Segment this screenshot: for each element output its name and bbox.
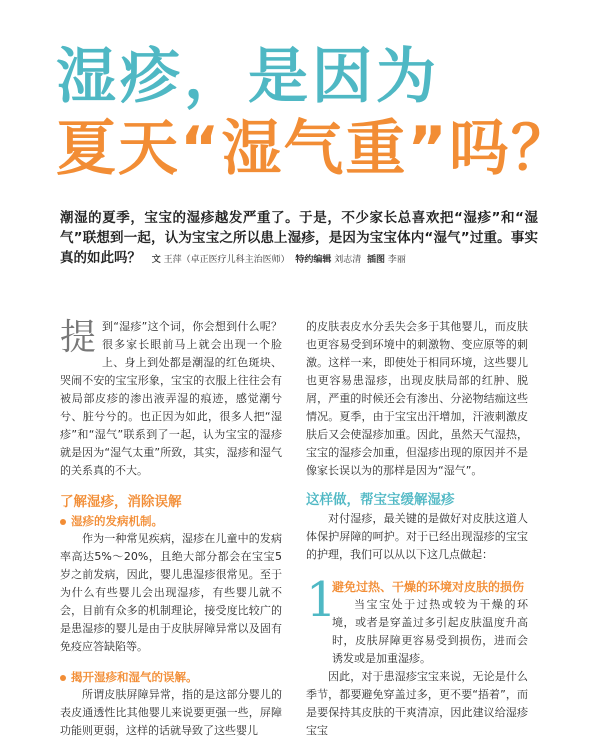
byline-illustrator: 李丽 (387, 255, 406, 265)
left-para-1 (60, 318, 282, 480)
bullet-icon (60, 675, 66, 681)
bullet-icon (60, 519, 66, 525)
dropcap: 提 (60, 317, 97, 358)
byline-wen-label: 文 (151, 255, 161, 265)
byline (152, 255, 406, 265)
byline-editor-label: 特约编辑 (295, 255, 332, 265)
right-para-2: 对付湿疹，最关键的是做好对皮肤这道人体保护屏障的呵护。对于已经出现湿疹的宝宝的护理，我们可以从以下这几点做起： (306, 512, 528, 561)
subheading-mechanism-text: 湿疹的发病机制。 (71, 514, 163, 528)
left-para-1-text: 到“湿疹”这个词，你会想到什么呢？很多家长眼前马上就会出现一个脸上、身上到处都是潮湿的红色斑块、哭闹不安的宝宝形象，宝宝的衣服上往往会有被局部皮疹的渗出液弄湿的痕迹，感觉潮兮兮、脏兮兮的。也正因为如此，很多人把“湿疹”和“湿气”联系到了一起，认为宝宝的湿疹就是因为“湿气太重”所致，其实，湿疹和湿气的关系真的不大。 (60, 320, 282, 477)
tip-1-title: 避免过热、干燥的环境对皮肤的损伤 (332, 580, 525, 594)
right-para-1: 的皮肤表皮水分丢失会多于其他婴儿，而皮肤也更容易受到环境中的刺激物、变应原等的刺激。这样一来，即使处于相同环境，这些婴儿也更容易患湿疹，出现皮肤局部的红肿、脱屑，严重的时候还会有渗出、分泌物结痂这些情况。夏季，由于宝宝出汗增加，汗液刺激皮肤后又会使湿疹加重。因此，虽然天气湿热，宝宝的湿疹会加重，但湿疹出现的原因并不是像家长误以为的那样是因为“湿气”。 (306, 320, 528, 477)
intro-text: 潮湿的夏季，宝宝的湿疹越发严重了。于是，不少家长总喜欢把“湿疹”和“湿气”联想到一起，认为宝宝之所以患上湿疹，是因为宝宝体内“湿气”过重。事实真的如此吗？ (60, 210, 538, 266)
right-para-3: 当宝宝处于过热或较为干燥的环境，或者是穿盖过多引起皮肤温度升高时，皮肤屏障更容易受到损伤，进而会诱发或是加重湿疹。 (332, 598, 528, 665)
section-title-understand: 了解湿疹，消除误解 (60, 494, 182, 510)
right-para-4: 因此，对于患湿疹宝宝来说，无论是什么季节，都要避免穿盖过多，更不要“捂着”，而是要保持其皮肤的干爽清凉，因此建议给湿疹宝宝 (306, 670, 528, 737)
tip-number: 1 (306, 572, 337, 628)
left-para-3: 所谓皮肤屏障异常，指的是这部分婴儿的表皮通透性比其他婴儿来说要更强一些，屏障功能则更弱，这样的话就导致了这些婴儿 (60, 688, 282, 737)
tip-1-heading (306, 572, 528, 668)
intro-paragraph (60, 208, 538, 270)
byline-illus-label: 插图 (366, 255, 385, 265)
subheading-misconception-text: 揭开湿疹和湿气的误解。 (71, 670, 198, 684)
title-line-2: 夏天“湿气重”吗？ (56, 114, 573, 184)
title-line-1: 湿疹，是因为 (56, 42, 440, 112)
section-title-relief: 这样做，帮宝宝缓解湿疹 (306, 492, 455, 508)
left-para-2: 作为一种常见疾病，湿疹在儿童中的发病率高达5%～20%，且绝大部分都会在宝宝5岁之前发病，因此，婴儿患湿疹很常见。至于为什么有些婴儿会出现湿疹，有些婴儿就不会，目前有众多的机制理论，接受度比较广的是患湿疹的婴儿是由于皮肤屏障异常以及固有免疫应答缺陷等。 (60, 532, 282, 653)
byline-author: 王萍（卓正医疗儿科主治医师） (163, 255, 290, 265)
right-column (306, 318, 528, 740)
byline-editor: 刘志清 (334, 255, 362, 265)
subheading-mechanism (60, 512, 282, 530)
left-column (60, 318, 282, 740)
subheading-misconception (60, 668, 282, 686)
